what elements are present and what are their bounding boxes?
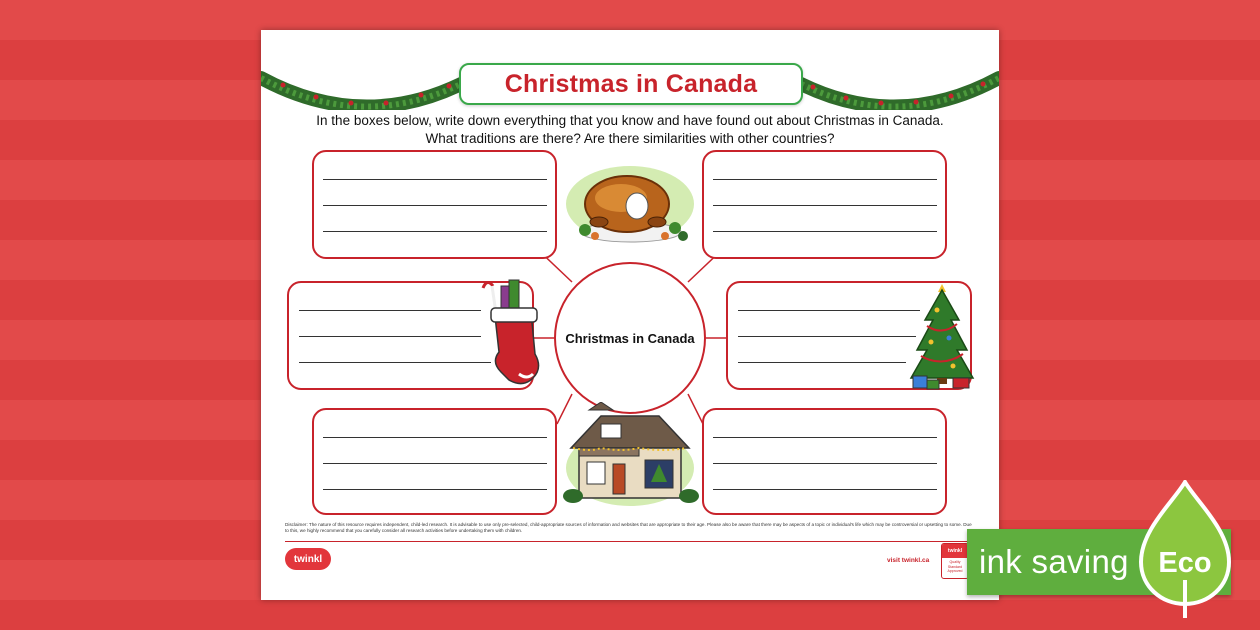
center-circle [554, 262, 706, 414]
christmas-tree-image [907, 280, 977, 392]
writing-line [299, 336, 481, 337]
writing-line [713, 205, 937, 206]
writing-line [713, 463, 937, 464]
worksheet-page [261, 30, 999, 600]
eco-badge-label: Eco [1158, 547, 1212, 579]
center-label: Christmas in Canada [565, 330, 695, 346]
instruction-line-2: What traditions are there? Are there similarities with other countries? [425, 131, 835, 146]
writing-line [299, 362, 491, 363]
writing-line [323, 463, 547, 464]
footer-divider [285, 541, 975, 542]
writing-line [713, 489, 937, 490]
twinkl-logo: twinkl [285, 548, 331, 570]
writing-line [713, 179, 937, 180]
roast-turkey-image [561, 162, 699, 250]
writing-line [713, 231, 937, 232]
writing-line [323, 231, 547, 232]
writing-line [713, 437, 937, 438]
writing-line [323, 179, 547, 180]
writing-box-top-left[interactable] [312, 150, 557, 259]
worksheet-title: Christmas in Canada [504, 69, 758, 98]
writing-line [738, 362, 906, 363]
writing-line [323, 205, 547, 206]
writing-box-bottom-left[interactable] [312, 408, 557, 515]
instruction-line-1: In the boxes below, write down everything that you know and have found out about Christmas in Canada. [316, 113, 944, 128]
writing-box-bottom-right[interactable] [702, 408, 947, 515]
christmas-stocking-image [479, 276, 551, 388]
writing-line [323, 489, 547, 490]
writing-box-top-right[interactable] [702, 150, 947, 259]
badge-title: twinkl [942, 544, 968, 558]
visit-twinkl-link[interactable]: visit twinkl.ca [887, 557, 930, 564]
badge-text: Quality Standard Approved [947, 560, 963, 573]
disclaimer-text: Disclaimer: The nature of this resource requires independent, child-led research. It is advisable to use only pre-selected, child-appropriate sources of information and websites that are appropriate to their age. Please also be aware that there may be aspects of a topic or individual's life which may be controversial or upsetting to some. Due to this, we highly recommend that you carefully consider all research activities before undertaking them with children. [285, 522, 972, 533]
writing-line [323, 437, 547, 438]
eco-leaf-icon [1135, 480, 1235, 620]
writing-line [299, 310, 481, 311]
quality-badge [941, 543, 969, 579]
writing-line [738, 336, 916, 337]
decorated-house-image [561, 402, 699, 510]
writing-line [738, 310, 920, 311]
ink-saving-label: ink saving [979, 543, 1129, 580]
